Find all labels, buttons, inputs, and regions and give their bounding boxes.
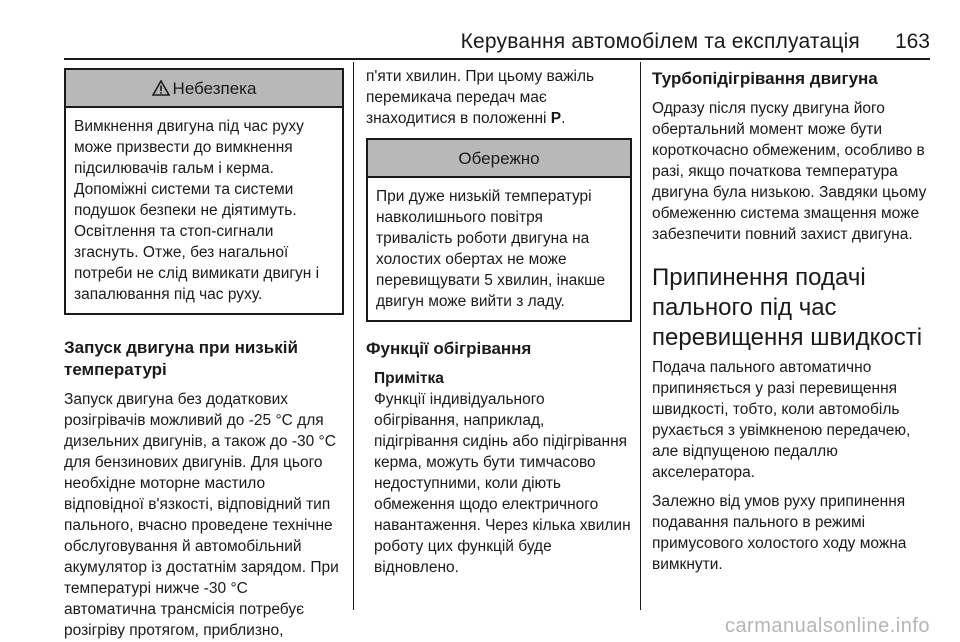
fuel-cutoff-heading: Припинення подачі пального під час перевищення швидкості [652, 264, 923, 351]
caution-box [366, 138, 632, 322]
column-divider [353, 62, 354, 610]
note-label: Примітка [374, 370, 444, 387]
cold-start-heading: Запуск двигуна при низькій температурі [64, 338, 298, 379]
warning-triangle-icon [152, 80, 170, 96]
danger-box-header [66, 70, 342, 108]
column-left [64, 68, 344, 641]
danger-box [64, 68, 344, 315]
column-middle [366, 66, 632, 578]
cold-start-text-continued: п'яти хвилин. При цьому важіль перемикача передач має знаходитися в положенні [366, 68, 595, 127]
caution-text: При дуже низькій температурі навколишнього повітря тривалість роботи двигуна на холостих обертах не може перевищувати 5 хвилин, інакше двигун може вийти з ладу. [376, 188, 606, 310]
column-divider [640, 62, 641, 610]
sentence-end: . [561, 110, 566, 127]
cold-start-continued [366, 66, 632, 129]
caution-box-header [368, 140, 630, 178]
fuel-cutoff-para2: Залежно від умов руху припинення подавання пального в режимі примусового холостого ходу можна вимкнути. [652, 493, 907, 573]
caution-box-title: Обережно [458, 148, 540, 168]
danger-box-title: Небезпека [172, 78, 257, 98]
gear-position-letter: P [550, 110, 562, 127]
caution-box-body [368, 178, 630, 320]
turbo-text: Одразу після пуску двигуна його обертальний момент може бути короткочасно обмеженим, особливо в разі, якщо початкова температура двигуна була низькою. Завдяки цьому обмеженню система змащення може забезпечити повний захист двигуна. [652, 100, 927, 243]
header-rule [64, 58, 930, 60]
watermark: carmanualsonline.info [724, 615, 930, 637]
column-right [652, 68, 930, 575]
danger-box-body [66, 108, 342, 313]
heating-heading: Функції обігрівання [366, 339, 532, 358]
note-block [366, 368, 632, 578]
fuel-cutoff-para1: Подача пального автоматично припиняється у разі перевищення швидкості, тобто, коли автомобіль рухається з увімкненою передачею, але відпущеною педаллю акселератора. [652, 359, 911, 481]
cold-start-text: Запуск двигуна без додаткових розігрівачів можливий до -25 °C для дизельних двигунів, а також до -30 °C для бензинових двигунів. Для цього необхідне моторне мастило відповідної в'язкості, відповідний тип пального, вчасно проведене технічне обслуговування й автомобільний акумулятор із достатнім зарядом. При температурі нижче -30 °C автоматична трансмісія потребує розігріву протягом, приблизно, [64, 391, 339, 639]
danger-text: Вимкнення двигуна під час руху може призвести до вимкнення підсилювачів гальм і керма. Допоміжні системи та системи подушок безпеки не діятимуть. Освітлення та стоп-сигнали згаснуть. Отже, без нагальної потреби не слід вимикати двигун і запалювання під час руху. [74, 118, 320, 303]
page-header [0, 0, 960, 60]
turbo-heading: Турбопідігрівання двигуна [652, 69, 878, 88]
note-text: Функції індивідуального обігрівання, наприклад, підігрівання сидінь або підігрівання керма, можуть бути тимчасово недоступними, коли діють обмеження щодо електричного навантаження. Через кілька хвилин роботу цих функцій буде відновлено. [374, 391, 631, 576]
section-title: Керування автомобілем та експлуатація [460, 30, 860, 53]
page-number: 163 [894, 30, 930, 53]
